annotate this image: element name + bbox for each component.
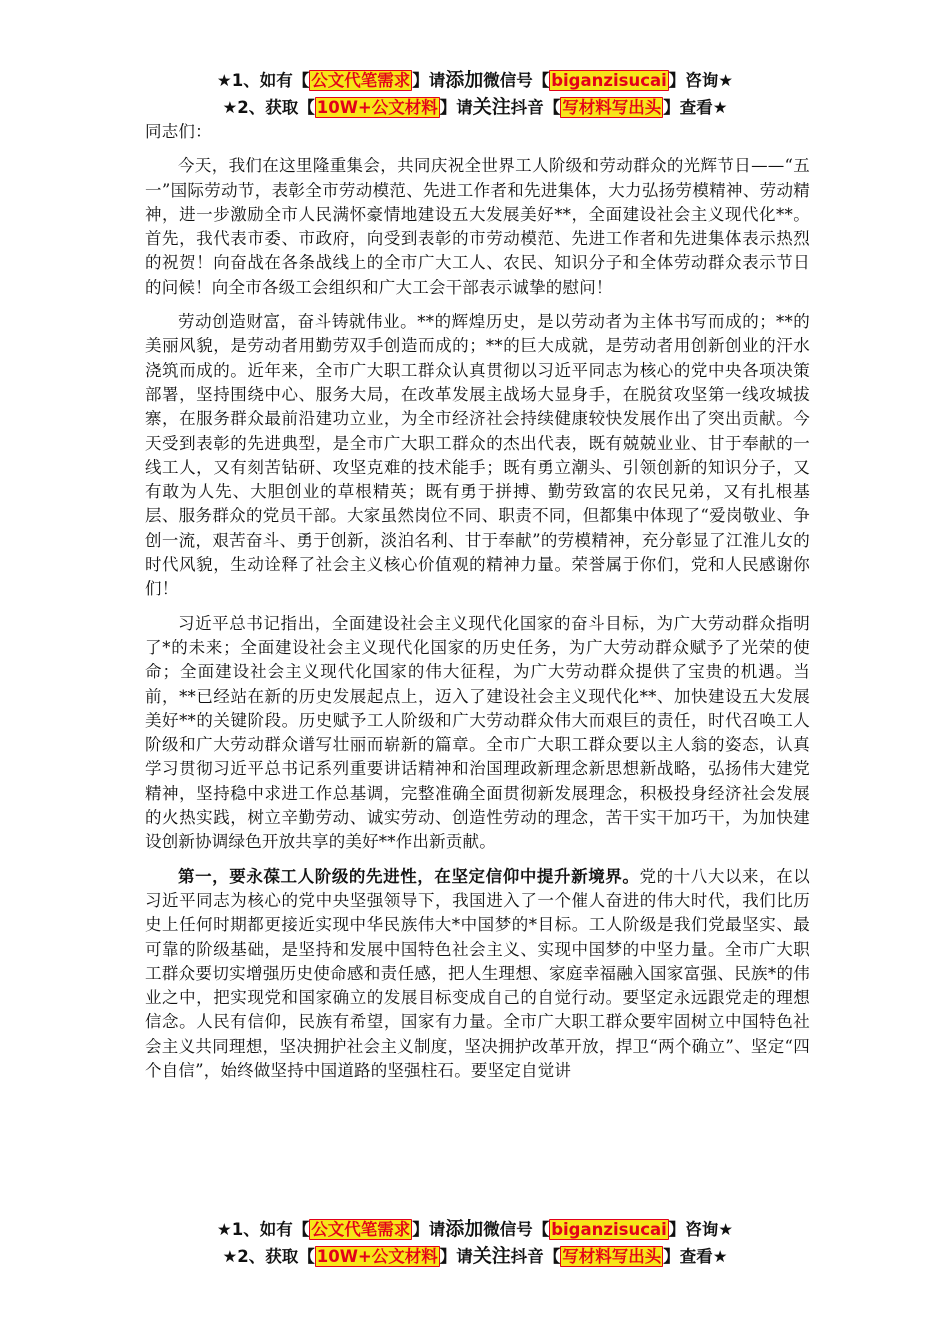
paragraph-section-1 — [145, 865, 810, 1084]
promo-line-2: ★2、获取【 10W+公文材料 】请关注抖音【 写材料写出头 】查看★ — [222, 96, 728, 118]
highlight-tag: 10W+公文材料 — [316, 1247, 438, 1266]
highlight-tag: 公文代笔需求 — [311, 71, 411, 90]
paragraph-2: 劳动创造财富，奋斗铸就伟业。**的辉煌历史，是以劳动者为主体书写而成的；**的美丽风貌，是劳动者用勤劳双手创造而成的；**的巨大成就，是劳动者用创新创业的汗水浇筑而成的。近年来，全市广大职工群众认真贯彻以习近平同志为核心的党中央各项决策部署，坚持围绕中心、服务大局，在改革发展主战场大显身手，在脱贫攻坚第一线攻城拔寨，在服务群众最前沿建功立业，为全市经济社会持续健康较快发展作出了突出贡献。今天受到表彰的先进典型，是全市广大职工群众的杰出代表，既有兢兢业业、甘于奉献的一线工人，又有刻苦钻研、攻坚克难的技术能手；既有勇立潮头、引领创新的知识分子，又有敢为人先、大胆创业的草根精英；既有勇于拼搏、勤劳致富的农民兄弟，又有扎根基层、服务群众的党员干部。大家虽然岗位不同、职责不同，但都集中体现了“爱岗敬业、争创一流，艰苦奋斗、勇于创新，淡泊名利、甘于奉献”的劳模精神，充分彰显了江淮儿女的时代风貌，生动诠释了社会主义核心价值观的精神力量。荣誉属于你们，党和人民感谢你们！ — [145, 312, 810, 599]
highlight-tag: 10W+公文材料 — [316, 98, 438, 117]
wechat-id-tag: biganzisucai — [551, 1220, 667, 1239]
section-body: 党的十八大以来，在以习近平同志为核心的党中央坚强领导下，我国进入了一个催人奋进的伟大时代，我们比历史上任何时期都更接近实现中华民族伟大*中国梦的*目标。工人阶级是我们党最坚实、最可靠的阶级基础，是坚持和发展中国特色社会主义、实现中国梦的中坚力量。全市广大职工群众要切实增强历史使命感和责任感，把人生理想、家庭幸福融入国家富强、民族*的伟业之中，把实现党和国家确立的发展目标变成自己的自觉行动。要坚定永远跟党走的理想信念。人民有信仰，民族有希望，国家有力量。全市广大职工群众要牢固树立中国特色社会主义共同理想，坚决拥护社会主义制度，坚决拥护改革开放，捍卫“两个确立”、坚定“四个自信”，始终做坚持中国道路的坚强柱石。要坚定自觉讲 — [145, 866, 811, 1080]
document-body — [145, 120, 810, 1093]
paragraph-3: 习近平总书记指出，全面建设社会主义现代化国家的奋斗目标，为广大劳动群众指明了*的未来；全面建设社会主义现代化国家的历史任务，为广大劳动群众赋予了光荣的使命；全面建设社会主义现代化国家的伟大征程，为广大劳动群众提供了宝贵的机遇。当前，**已经站在新的历史发展起点上，迈入了建设社会主义现代化**、加快建设五大发展美好**的关键阶段。历史赋予工人阶级和广大劳动群众伟大而艰巨的责任，时代召唤工人阶级和广大劳动群众谱写壮丽而崭新的篇章。全市广大职工群众要以主人翁的姿态，认真学习贯彻习近平总书记系列重要讲话精神和治国理政新理念新思想新战略，弘扬伟大建党精神，坚持稳中求进工作总基调，完整准确全面贯彻新发展理念，积极投身经济社会发展的火热实践，树立辛勤劳动、诚实劳动、创造性劳动的理念，苦干实干加巧干，为加快建设创新协调绿色开放共享的美好**作出新贡献。 — [145, 613, 810, 852]
promo-line-2: ★2、获取【 10W+公文材料 】请关注抖音【 写材料写出头 】查看★ — [222, 1245, 728, 1267]
section-heading: 第一，要永葆工人阶级的先进性，在坚定信仰中提升新境界。 — [178, 866, 640, 886]
salutation: 同志们： — [145, 122, 212, 141]
promo-banner-bottom — [0, 1216, 950, 1270]
highlight-tag: 公文代笔需求 — [311, 1220, 411, 1239]
wechat-id-tag: biganzisucai — [551, 71, 667, 90]
promo-line-1: ★1、如有【 公文代笔需求 】请添加微信号【 biganzisucai 】咨询★ — [216, 1218, 734, 1240]
promo-line-1: ★1、如有【 公文代笔需求 】请添加微信号【 biganzisucai 】咨询★ — [216, 69, 734, 91]
paragraph-1: 今天，我们在这里隆重集会，共同庆祝全世界工人阶级和劳动群众的光辉节日——“五一”国际劳动节，表彰全市劳动模范、先进工作者和先进集体，大力弘扬劳模精神、劳动精神，进一步激励全市人民满怀豪情地建设五大发展美好**，全面建设社会主义现代化**。首先，我代表市委、市政府，向受到表彰的市劳动模范、先进工作者和先进集体表示热烈的祝贺！向奋战在各条战线上的全市广大工人、农民、知识分子和全体劳动群众表示节日的问候！向全市各级工会组织和广大工会干部表示诚挚的慰问！ — [145, 156, 810, 297]
douyin-account-tag: 写材料写出头 — [562, 1247, 662, 1266]
promo-banner-top — [0, 67, 950, 121]
douyin-account-tag: 写材料写出头 — [562, 98, 662, 117]
